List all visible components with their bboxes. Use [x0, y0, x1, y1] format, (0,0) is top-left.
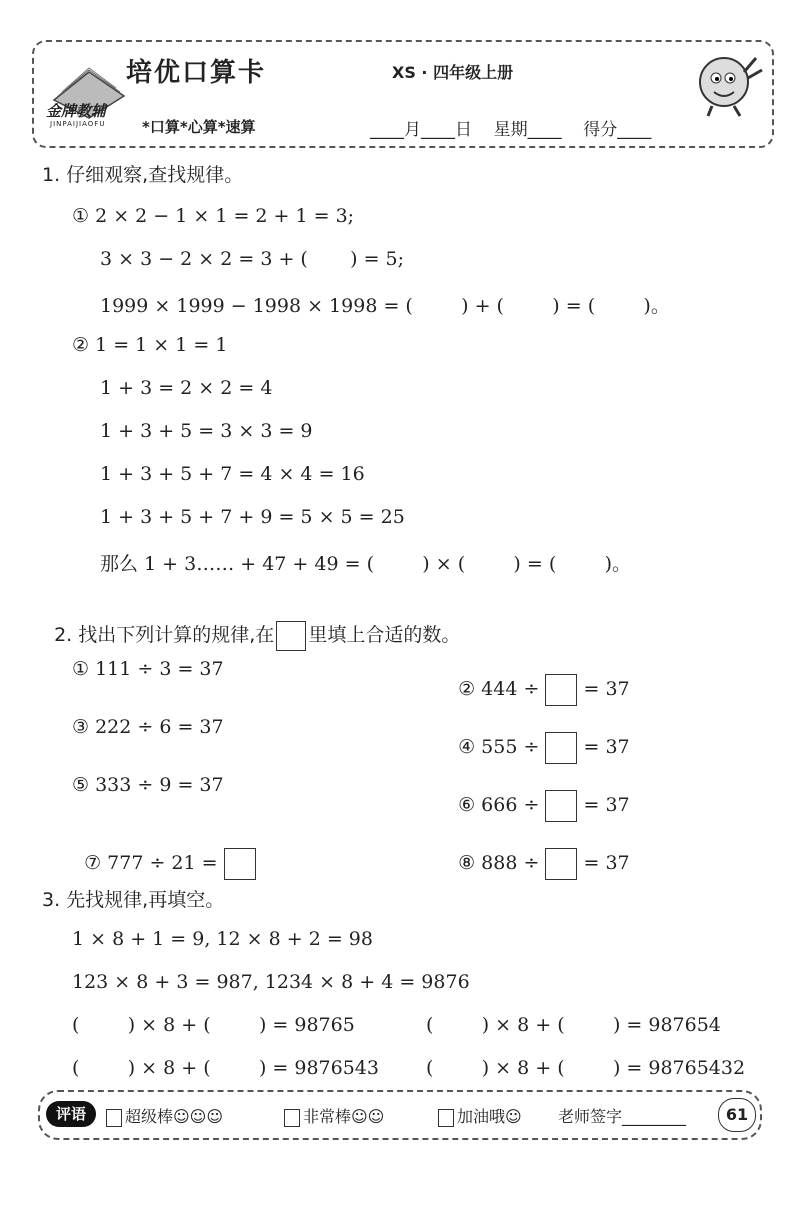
checkbox[interactable]	[106, 1109, 122, 1127]
q1-part2-line1: ② 1 = 1 × 1 = 1	[72, 334, 228, 356]
q3-example2: 123 × 8 + 3 = 987, 1234 × 8 + 4 = 9876	[72, 971, 470, 993]
teacher-signature: 老师签字________	[558, 1107, 687, 1126]
q2-item2-expr: ② 444 ÷	[458, 678, 540, 700]
subtitle: *口算*心算*速算	[142, 118, 256, 136]
option-excellent-label: 超级棒☺☺☺	[125, 1107, 224, 1126]
q1-part2-line5: 1 + 3 + 5 + 7 + 9 = 5 × 5 = 25	[100, 506, 405, 528]
q2-item1: ① 111 ÷ 3 = 37	[72, 658, 224, 680]
q2-item6-result: = 37	[583, 794, 630, 816]
q1-part1-line3: 1999 × 1999 − 1998 × 1998 = ( ) + ( ) = ( )。	[100, 295, 670, 317]
answer-box[interactable]	[545, 732, 577, 764]
page-number: 61	[718, 1098, 756, 1132]
mascot-icon	[690, 48, 766, 120]
series-label: XS · 四年级上册	[392, 63, 514, 82]
comment-badge: 评语	[46, 1101, 96, 1127]
q2-item7	[72, 826, 256, 880]
q2-item5: ⑤ 333 ÷ 9 = 37	[72, 774, 224, 796]
q2-item4-result: = 37	[583, 736, 630, 758]
q3-blank4: ( ) × 8 + ( ) = 98765432	[426, 1057, 746, 1079]
option-excellent[interactable]	[106, 1104, 223, 1127]
q3-blank3: ( ) × 8 + ( ) = 9876543	[72, 1057, 379, 1079]
brand-name: 金牌教辅	[46, 102, 107, 120]
answer-box-sample	[276, 621, 306, 651]
brand-pinyin: JINPAIJIAOFU	[50, 120, 106, 128]
date-score-fields: ____月____日 星期____ 得分____	[370, 120, 652, 140]
q2-item3: ③ 222 ÷ 6 = 37	[72, 716, 224, 738]
q1-title: 1. 仔细观察,查找规律。	[42, 164, 244, 186]
q2-item8-expr: ⑧ 888 ÷	[458, 852, 540, 874]
option-keep-going-label: 加油哦☺	[457, 1107, 522, 1126]
q2-title	[42, 598, 460, 651]
q3-blank2: ( ) × 8 + ( ) = 987654	[426, 1014, 721, 1036]
q3-title: 3. 先找规律,再填空。	[42, 889, 225, 911]
q3-blank1: ( ) × 8 + ( ) = 98765	[72, 1014, 355, 1036]
q2-item2	[446, 652, 630, 706]
q1-part1-line2: 3 × 3 − 2 × 2 = 3 + ( ) = 5;	[100, 248, 405, 270]
q1-part1-line1: ① 2 × 2 − 1 × 1 = 2 + 1 = 3;	[72, 205, 355, 227]
q2-item2-result: = 37	[583, 678, 630, 700]
q2-item4-expr: ④ 555 ÷	[458, 736, 540, 758]
q2-item7-expr: ⑦ 777 ÷ 21 =	[84, 852, 218, 874]
option-keep-going[interactable]	[438, 1104, 522, 1127]
answer-box[interactable]	[224, 848, 256, 880]
q1-part2-line2: 1 + 3 = 2 × 2 = 4	[100, 377, 273, 399]
q1-part2-line6: 那么 1 + 3…… + 47 + 49 = ( ) × ( ) = ( )。	[100, 553, 631, 575]
q2-item6-expr: ⑥ 666 ÷	[458, 794, 540, 816]
q2-item6	[446, 768, 630, 822]
checkbox[interactable]	[438, 1109, 454, 1127]
q2-title-before: 2. 找出下列计算的规律,在	[54, 624, 275, 646]
q2-title-after: 里填上合适的数。	[308, 624, 461, 646]
option-very-good[interactable]	[284, 1104, 384, 1127]
answer-box[interactable]	[545, 848, 577, 880]
card-title: 培优口算卡	[126, 58, 267, 88]
option-very-good-label: 非常棒☺☺	[303, 1107, 385, 1126]
q2-item8-result: = 37	[583, 852, 630, 874]
checkbox[interactable]	[284, 1109, 300, 1127]
q2-item4	[446, 710, 630, 764]
answer-box[interactable]	[545, 674, 577, 706]
q1-part2-line3: 1 + 3 + 5 = 3 × 3 = 9	[100, 420, 313, 442]
q2-item8	[446, 826, 630, 880]
q3-example1: 1 × 8 + 1 = 9, 12 × 8 + 2 = 98	[72, 928, 373, 950]
answer-box[interactable]	[545, 790, 577, 822]
q1-part2-line4: 1 + 3 + 5 + 7 = 4 × 4 = 16	[100, 463, 365, 485]
